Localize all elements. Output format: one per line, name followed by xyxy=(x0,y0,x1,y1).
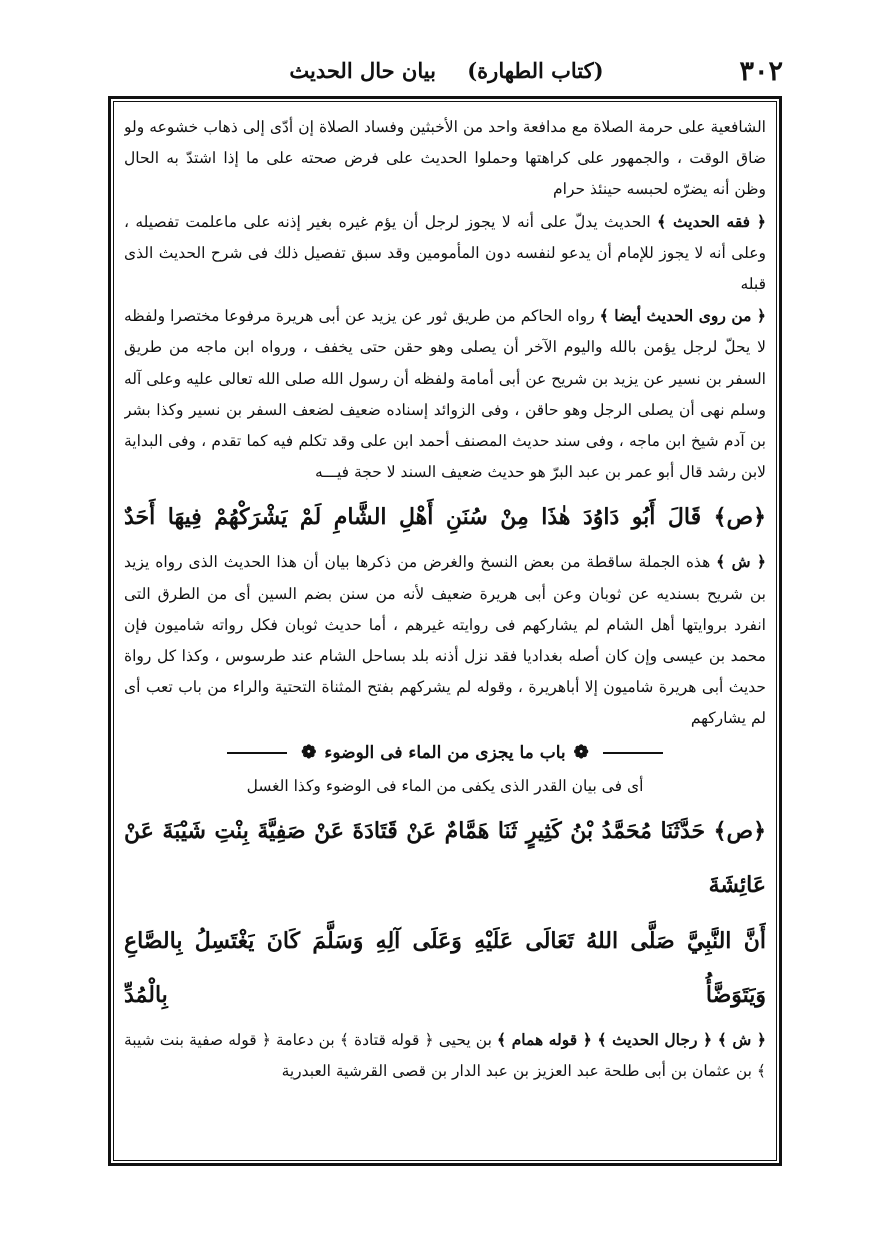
paragraph-text: الحديث يدلّ على أنه لا يجوز لرجل أن يؤم غيره بغير إذنه على ماعلمت تفصيله ، وعلى أنه لا يجوز للإمام أن يدعو لنفسه دون المأمومين وقد سبق تفصيل ذلك فى شرح الحديث الذى قبله xyxy=(124,212,766,294)
hadith-text: أَنَّ النَّبِيَّ صَلَّى اللهُ تَعَالَى عَلَيْهِ وَعَلَى آلِهِ وَسَلَّمَ كَانَ يَغْتَسِلُ بِالصَّاعِ وَيَتَوَضَّأُ بِالْمُدِّ xyxy=(124,927,766,1008)
chapter-explanation: أى فى بيان القدر الذى يكفى من الماء فى الوضوء وكذا الغسل xyxy=(246,776,644,795)
ornament-icon: ❁ xyxy=(573,741,589,763)
heading-rule xyxy=(227,752,287,754)
paragraph-lead: ﴿ فقه الحديث ﴾ xyxy=(657,211,766,231)
page-body xyxy=(124,111,766,1155)
paragraph-text: بن يحيى ﴿ قوله قتادة ﴾ بن دعامة ﴿ قوله صفية بنت شيبة ﴾ بن عثمان بن أبى طلحة عبد العزيز بن عبد الدار بن قصى القرشية العبدرية xyxy=(124,1030,766,1081)
paragraph-text: رواه الحاكم من طريق ثور عن يزيد عن أبى هريرة مرفوعا مختصرا ولفظه لا يحلّ لرجل يؤمن بالله واليوم الآخر أن يصلى وهو حقن حتى يخفف ، ورواه ابن ماجه من طريق السفر بن نسير عن يزيد بن شريح عن أبى أمامة ولفظه أن رسول الله صلى الله تعالى عليه وعلى آله وسلم نهى أن يصلى الرجل وهو حاقن ، وفى الزوائد إسناده ضعيف لضعف السفر بن نسير وكذا بشر بن آدم شيخ ابن ماجه ، وفى سند حديث المصنف أحمد ابن على وقد تكلم فيه كما تقدم ، وفى البداية لابن رشد قال أبو عمر بن عبد البرّ هو حديث ضعيف السند لا حجة فيـــه xyxy=(124,307,766,482)
final-paragraph xyxy=(124,1024,766,1087)
chapter-heading-text: باب ما يجزى من الماء فى الوضوء xyxy=(324,742,566,763)
page-number: ٣٠٢ xyxy=(739,56,783,87)
paragraph-text: الشافعية على حرمة الصلاة مع مدافعة واحد من الأخبثين وفساد الصلاة إن أدّى إلى ذهاب خشوعه ولو ضاق الوقت ، والجمهور على كراهتها وحملوا الحديث على فرض صحته على ما إذا اشتدّ به الحال وظن أنه يضرّه لحبسه حينئذ حرام xyxy=(124,118,766,199)
paragraph-lead: ﴿ ش ﴾ xyxy=(716,552,766,572)
running-title xyxy=(110,58,783,83)
page-header xyxy=(110,52,783,96)
paragraph-lead: ﴿ ش ﴾ ﴿ رجال الحديث ﴾ ﴿ قوله همام ﴾ xyxy=(497,1029,766,1049)
hadith-text: ﴿ص﴾ حَدَّثَنَا مُحَمَّدُ بْنُ كَثِيرٍ ثَنَا هَمَّامٌ عَنْ قَتَادَةَ عَنْ صَفِيَّةَ بِنْتِ شَيْبَةَ عَنْ عَائِشَةَ xyxy=(124,817,766,898)
chapter-heading xyxy=(124,735,766,771)
heading-rule xyxy=(603,752,663,754)
book-title: (كتاب الطهارة) xyxy=(467,58,604,83)
hadith-text: ﴿ص﴾ قَالَ أَبُو دَاوُدَ هٰذَا مِنْ سُنَنِ أَهْلِ الشَّامِ لَمْ يَشْرَكْهُمْ فِيهَا أَحَدٌ xyxy=(124,504,766,531)
ornament-icon: ❁ xyxy=(301,741,317,763)
paragraph xyxy=(124,300,766,488)
paragraph xyxy=(124,111,766,206)
paragraph-text: هذه الجملة ساقطة من بعض النسخ والغرض من ذكرها بيان أن هذا الحديث الذى رواه يزيد بن شريح بسنديه عن ثوبان وعن أبى هريرة ضعيف لأنه من سنن بضم السين أى من الطرق التى انفرد بروايتها أهل الشام لم يشاركهم فى روايته غيرهم ، أما حديث ثوبان فكل رواته شاميون فإن محمد بن عيسى وإن كان أصله بغداديا فقد نزل أذنه بلد بساحل الشام عند طرسوس ، وكذا كل رواة حديث أبى هريرة شاميون إلا أباهريرة ، وقوله لم يشركهم بفتح المثناة التحتية والراء من باب تعب أى لم يشاركهم xyxy=(124,553,766,728)
paragraph xyxy=(124,206,766,301)
sharh-paragraph xyxy=(124,546,766,734)
chapter-title: بيان حال الحديث xyxy=(289,58,436,83)
paragraph-lead: ﴿ من روى الحديث أيضا ﴾ xyxy=(599,306,766,326)
